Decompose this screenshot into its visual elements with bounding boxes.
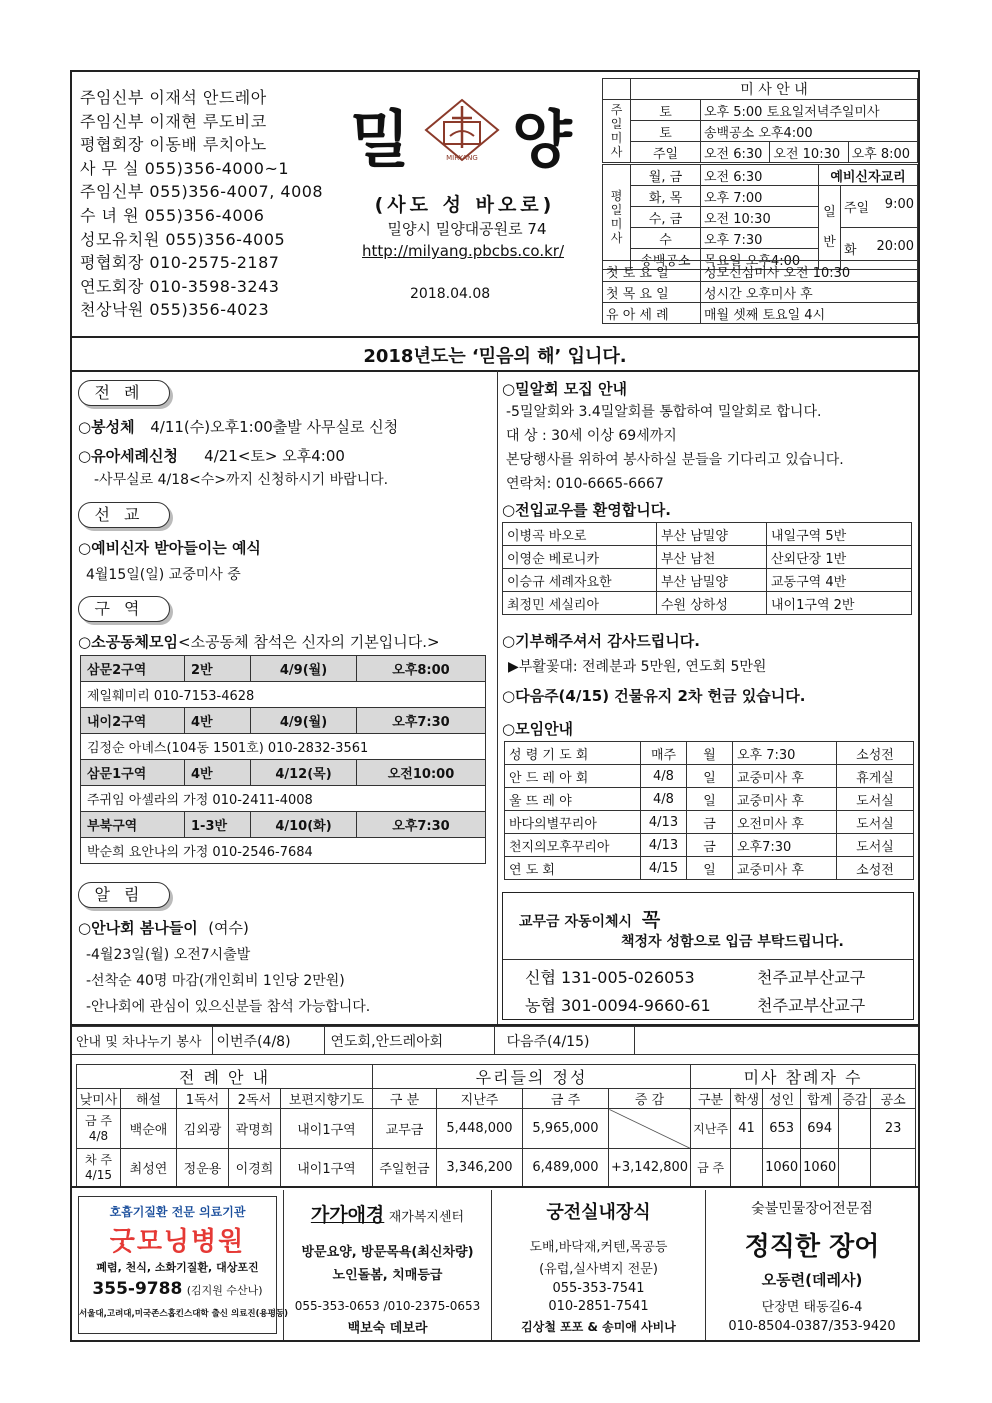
- bullet-text: 4/11(수)오후1:00출발 사무실로 신청: [150, 418, 399, 436]
- title-right: 양: [512, 103, 572, 176]
- cell: 4/13: [641, 811, 687, 834]
- bullet-infant-baptism: [78, 445, 345, 466]
- cell: 부산 남밀양: [657, 569, 767, 592]
- sunday-mass-label: 주일미사: [603, 100, 631, 163]
- bullet-catechumen-rite: ○예비신자 받아들이는 예식: [78, 539, 261, 557]
- cell: 1060: [801, 1149, 839, 1187]
- ad-care-line: 방문요양, 방문목욕(최신차량): [301, 1245, 474, 1260]
- col-header: 지난주: [437, 1089, 523, 1109]
- bank-owner: 천주교부산교구: [757, 968, 866, 987]
- bullet-text: 4/21<토> 오후4:00: [204, 447, 345, 465]
- bullet-community: [78, 631, 440, 652]
- contact-line: 연도회장 010-3598-3243: [80, 276, 280, 296]
- special-value: 성시간 오후미사 후: [701, 282, 918, 303]
- col-header: 1독서: [177, 1089, 229, 1109]
- bullet-text: <소공동체 참석은 신자의 기본입니다.>: [178, 633, 440, 651]
- mass-time: 오후 5:00 토요일저녁주일미사: [701, 100, 918, 121]
- col-header: 보편지향기도: [281, 1089, 373, 1109]
- bank-account: 농협 301-0094-9660-61: [525, 996, 711, 1015]
- catechumen-sunday: [841, 186, 918, 228]
- mass-day: 화, 목: [631, 186, 701, 207]
- newcomers-table: [502, 522, 912, 615]
- cell: 금: [687, 834, 733, 857]
- col-header: 구 분: [373, 1089, 437, 1109]
- col-header: 공소: [871, 1089, 916, 1109]
- bullet-title: ○안나회 봄나들이: [78, 919, 198, 937]
- cell: 4/9(월): [251, 656, 357, 682]
- special-label: 유 아 세 례: [603, 303, 701, 324]
- col-header: 학생: [731, 1089, 763, 1109]
- cell: 오후8:00: [357, 656, 486, 682]
- special-label: 첫 토 요 일: [603, 261, 701, 282]
- cell: [839, 1149, 871, 1187]
- cell: 이병곡 바오로: [503, 523, 657, 546]
- tithe-line: 책정자 성함으로 입금 부탁드립니다.: [621, 934, 844, 950]
- ad-eel-address: 단장면 태동길6-4: [761, 1300, 863, 1315]
- service-label: 안내 및 차나누기 봉사: [72, 1027, 212, 1055]
- cell: 월: [687, 742, 733, 765]
- ad-care-line: 노인돌봄, 치매등급: [332, 1268, 443, 1283]
- cell: 오후7:30: [357, 812, 486, 838]
- stats-heading: 우리들의 정성: [373, 1065, 691, 1089]
- ad-interior-person: 김상철 포포 & 송미애 사비나: [521, 1320, 676, 1334]
- mass-time: 오후 7:00: [701, 186, 819, 207]
- cell: 최성연: [121, 1149, 177, 1187]
- mass-time: 오후 7:30: [701, 228, 819, 249]
- cell: [731, 1149, 763, 1187]
- cell: 곽명희: [229, 1109, 281, 1149]
- cell: 일: [687, 857, 733, 880]
- cell: 오후 7:30: [733, 742, 837, 765]
- cell: 매주: [641, 742, 687, 765]
- cell: 금: [687, 811, 733, 834]
- special-value: 매월 셋째 토요일 4시: [701, 303, 918, 324]
- cell: 휴게실: [837, 765, 914, 788]
- bullet-subline: 대 상 : 30세 이상 69세까지: [506, 428, 677, 444]
- parish-logo-icon: [424, 96, 500, 162]
- cell: 연 도 회: [505, 857, 641, 880]
- bullet-text: (여수): [208, 919, 249, 937]
- bullet-sick-communion: [78, 416, 398, 437]
- cell: 4/9(월): [251, 708, 357, 734]
- bullet-subline: ▶부활꽃대: 전례분과 5만원, 연도회 5만원: [508, 659, 767, 675]
- cell: 도서실: [837, 834, 914, 857]
- stats-heading: 전 례 안 내: [77, 1065, 373, 1089]
- cell: 교중미사 후: [733, 788, 837, 811]
- column-divider: [497, 370, 498, 1024]
- divider: [72, 370, 918, 372]
- bulletin-page: [70, 70, 920, 1342]
- parish-url-link[interactable]: http://milyang.pbcbs.co.kr/: [362, 242, 564, 260]
- contact-line: 수 녀 원 055)356-4006: [80, 205, 265, 225]
- mass-time: 오후 8:00: [848, 142, 917, 163]
- ad-eel-tagline: 숯불민물장어전문점: [751, 1201, 873, 1217]
- service-next-week: 다음주(4/15): [494, 1027, 634, 1055]
- ad-hospital-phone-line: [79, 1279, 276, 1299]
- mass-time: 오전 6:30: [701, 165, 819, 186]
- ad-eel-phone: 010-8504-0387/353-9420: [728, 1319, 896, 1334]
- service-next-group: [634, 1027, 918, 1055]
- ad-care-type: 재가복지센터: [388, 1210, 465, 1225]
- cell: 1-3반: [185, 812, 251, 838]
- cell: 수원 상하성: [657, 592, 767, 615]
- section-mission-pill: 선교: [78, 502, 170, 528]
- bullet-subline: 본당행사를 위하여 봉사하실 분들을 기다리고 있습니다.: [506, 452, 844, 468]
- ad-care-phone: 055-353-0653 /010-2375-0653: [294, 1299, 481, 1313]
- ad-care-title: [284, 1200, 491, 1227]
- weekday-mass-table: [602, 164, 918, 270]
- cell: 박순희 요안나의 가정 010-2546-7684: [81, 838, 486, 864]
- cell: 694: [801, 1109, 839, 1149]
- contact-line: 성모유치원 055)356-4005: [80, 229, 286, 249]
- mass-day: 토: [631, 100, 701, 121]
- mass-day: 토: [631, 121, 701, 142]
- cell: 제일훼미리 010-7153-4628: [81, 682, 486, 708]
- catechumen-day: 주일: [844, 201, 870, 216]
- cell: 김외광: [177, 1109, 229, 1149]
- ad-interior-line: (유럽,실사벽지 전문): [539, 1262, 658, 1277]
- mass-time: 오전 6:30: [701, 142, 770, 163]
- service-table: [72, 1026, 918, 1055]
- col-header: 증 감: [609, 1089, 691, 1109]
- cell: 4/8: [641, 788, 687, 811]
- ad-eel-restaurant: [706, 1190, 918, 1340]
- mass-time: 송백공소 오후4:00: [701, 121, 918, 142]
- contact-line: 주임신부 055)356-4007, 4008: [80, 182, 324, 202]
- bullet-newcomers: ○전입교우를 환영합니다.: [502, 501, 671, 519]
- cell: 천지의모후꾸리아: [505, 834, 641, 857]
- cell: 4/12(목): [251, 760, 357, 786]
- ad-care-person: 백보숙 데보라: [347, 1321, 428, 1336]
- col-header: 구분: [691, 1089, 731, 1109]
- section-district-pill: 구역: [78, 596, 170, 622]
- cell: 2반: [185, 656, 251, 682]
- cell: 41: [731, 1109, 763, 1149]
- mass-day: 수, 금: [631, 207, 701, 228]
- ad-hospital-person: (김지원 수산나): [186, 1284, 263, 1297]
- cell: [839, 1109, 871, 1149]
- ad-interior-phone: 010-2851-7541: [548, 1299, 649, 1314]
- catechumen-time: 20:00: [876, 239, 914, 254]
- cell: 부북구역: [81, 812, 185, 838]
- ad-interior-phone: 055-353-7541: [552, 1281, 645, 1296]
- mass-time: 오전 10:30: [701, 207, 819, 228]
- mass-time: 오전 10:30: [770, 142, 848, 163]
- cell: 백순애: [121, 1109, 177, 1149]
- cell: 4/13: [641, 834, 687, 857]
- special-value: 성모신심미사 오전 10:30: [701, 261, 918, 282]
- cell: 내이1구역 2반: [767, 592, 912, 615]
- ad-interior-name: 궁전실내장식: [546, 1202, 651, 1223]
- contact-line: 사 무 실 055)356-4000~1: [80, 158, 290, 178]
- cell: 삼문1구역: [81, 760, 185, 786]
- cell: 23: [871, 1109, 916, 1149]
- cell: 부산 남천: [657, 546, 767, 569]
- service-this-week: 이번주(4/8): [212, 1027, 324, 1055]
- cell: 금 주: [691, 1149, 731, 1187]
- ad-hospital-tagline: 호흡기질환 전문 의료기관: [109, 1205, 246, 1219]
- mass-day: 수: [631, 228, 701, 249]
- cell: 이승규 세례자요한: [503, 569, 657, 592]
- stats-table: [76, 1064, 916, 1187]
- ad-eel-name: 정직한 장어: [744, 1232, 880, 1262]
- divider: [72, 1186, 918, 1188]
- tithe-text: 교무금 자동이체시: [519, 914, 633, 930]
- cell: 내이1구역: [281, 1149, 373, 1187]
- mass-day: 주일: [631, 142, 701, 163]
- special-label: 첫 목 요 일: [603, 282, 701, 303]
- cell: 4/10(화): [251, 812, 357, 838]
- col-header: 합계: [801, 1089, 839, 1109]
- cell: 금 주 4/8: [77, 1109, 121, 1149]
- divider: [503, 959, 913, 960]
- cell: 5,448,000: [437, 1109, 523, 1149]
- mass-day: 송백공소: [631, 249, 701, 270]
- cell: 4반: [185, 708, 251, 734]
- col-header: 낮미사: [77, 1089, 121, 1109]
- cell: 내이2구역: [81, 708, 185, 734]
- catechumen-caption: 예비신자교리: [819, 165, 918, 186]
- col-header: 2독서: [229, 1089, 281, 1109]
- ad-hospital-footer: 서울대,고려대,미국존스홉킨스대학 출신 의료진(용평동): [79, 1309, 289, 1319]
- cell: 최정민 세실리아: [503, 592, 657, 615]
- bullet-title: ○봉성체: [78, 418, 135, 436]
- section-notice-pill: 알림: [78, 882, 170, 908]
- cell: 4/15: [641, 857, 687, 880]
- ad-interior-line: 도배,바닥재,커텐,목공등: [529, 1240, 668, 1255]
- tithe-line: [519, 905, 660, 932]
- bullet-title: ○소공동체모임: [78, 633, 179, 651]
- cell: 일: [687, 788, 733, 811]
- bullet-subline: 연락처: 010-6665-6667: [506, 476, 664, 492]
- cell: 주일헌금: [373, 1149, 437, 1187]
- cell: 소성전: [837, 742, 914, 765]
- cell: 교동구역 4반: [767, 569, 912, 592]
- col-header: 증감: [839, 1089, 871, 1109]
- cell: 부산 남밀양: [657, 523, 767, 546]
- cell: 일: [687, 765, 733, 788]
- cell: 6,489,000: [523, 1149, 609, 1187]
- special-mass-table: [602, 260, 918, 324]
- community-table: [80, 655, 486, 864]
- section-liturgy-pill: 전례: [78, 380, 170, 406]
- cell: 소성전: [837, 857, 914, 880]
- ad-hospital-phone: 355-9788: [92, 1279, 183, 1299]
- mass-schedule-table: [602, 78, 918, 163]
- cell: 오후7:30: [357, 708, 486, 734]
- catechumen-label: 일반: [819, 186, 841, 270]
- bank-owner: 천주교부산교구: [757, 996, 866, 1015]
- cell: 3,346,200: [437, 1149, 523, 1187]
- cell: 정운용: [177, 1149, 229, 1187]
- cell: 안 드 레 아 회: [505, 765, 641, 788]
- ad-care-name: 가가애경: [310, 1204, 385, 1226]
- ad-eel-person: 오동련(데레사): [761, 1271, 863, 1289]
- cell: 교중미사 후: [733, 765, 837, 788]
- cell: +3,142,800: [609, 1149, 691, 1187]
- cell: 4/8: [641, 765, 687, 788]
- cell: 1060: [763, 1149, 801, 1187]
- cell: 삼문2구역: [81, 656, 185, 682]
- catechumen-day: 화: [844, 243, 857, 258]
- cell: 주귀임 아셀라의 가정 010-2411-4008: [81, 786, 486, 812]
- cell: [609, 1109, 691, 1149]
- cell: 오전10:00: [357, 760, 486, 786]
- logo-caption: MIRYANG: [446, 154, 478, 162]
- cell: 산외단장 1반: [767, 546, 912, 569]
- mass-time: 목요일 오후4:00: [701, 249, 819, 270]
- bullet-meetings: ○모임안내: [502, 720, 574, 738]
- stats-heading: 미사 참례자 수: [691, 1065, 916, 1089]
- meetings-table: [504, 741, 914, 880]
- bullet-subline: -안나회에 관심이 있으신분들 참석 가능합니다.: [86, 999, 371, 1015]
- parish-address: 밀양시 밀양대공원로 74: [387, 220, 547, 238]
- contact-line: 천상낙원 055)356-4023: [80, 300, 270, 320]
- contact-line: 평협회장 010-2575-2187: [80, 253, 280, 273]
- bullet-subline: -사무실로 4/18<수>까지 신청하시기 바랍니다.: [94, 472, 389, 488]
- cell: 653: [763, 1109, 801, 1149]
- ad-care-center: [284, 1190, 492, 1340]
- cell: 차 주 4/15: [77, 1149, 121, 1187]
- weekday-mass-label: 평일미사: [603, 165, 631, 270]
- col-header: 금 주: [523, 1089, 609, 1109]
- divider: [72, 336, 918, 338]
- ad-hospital-services: 폐렴, 천식, 소화기질환, 대상포진: [96, 1261, 259, 1274]
- cell: 교무금: [373, 1109, 437, 1149]
- tithe-strong: 꼭: [641, 909, 661, 931]
- cell: 교중미사 후: [733, 857, 837, 880]
- bullet-second-collection: ○다음주(4/15) 건물유지 2차 헌금 있습니다.: [502, 687, 806, 705]
- cell: 도서실: [837, 788, 914, 811]
- cell: 도서실: [837, 811, 914, 834]
- bullet-subline: 4월15일(일) 교중미사 중: [86, 567, 241, 583]
- service-this-group: 연도회,안드레아회: [324, 1027, 494, 1055]
- mass-caption: 미 사 안 내: [631, 79, 918, 100]
- bullet-donations: ○기부해주셔서 감사드립니다.: [502, 632, 700, 650]
- year-banner: 2018년도는 ‘믿음의 해’ 입니다.: [363, 346, 627, 367]
- cell: 내이1구역: [281, 1109, 373, 1149]
- cell: 김정순 아녜스(104동 1501호) 010-2832-3561: [81, 734, 486, 760]
- cell: 성 령 기 도 회: [505, 742, 641, 765]
- cell: 오전미사 후: [733, 811, 837, 834]
- cell: 내일구역 5반: [767, 523, 912, 546]
- tithe-box: [502, 892, 914, 1020]
- cell: 5,965,000: [523, 1109, 609, 1149]
- cell: 이영순 베로니카: [503, 546, 657, 569]
- cell: 지난주: [691, 1109, 731, 1149]
- bulletin-date: 2018.04.08: [410, 286, 491, 302]
- col-header: 성인: [763, 1089, 801, 1109]
- bank-account: 신협 131-005-026053: [525, 968, 695, 987]
- ad-hospital-name: 굿모닝병원: [109, 1227, 246, 1257]
- contact-line: 주임신부 이재석 안드레아: [80, 88, 267, 107]
- contact-list: [80, 86, 323, 322]
- bullet-subline: -5밀알회와 3.4밀알회를 통합하여 밀알회로 합니다.: [506, 404, 822, 420]
- cell: 바다의별꾸리아: [505, 811, 641, 834]
- cell: [871, 1149, 916, 1187]
- mass-day: 월, 금: [631, 165, 701, 186]
- contact-line: 평협회장 이동배 루치아노: [80, 135, 267, 155]
- parish-subtitle: (사도 성 바오로): [374, 194, 556, 216]
- title-left: 밀: [350, 103, 410, 176]
- catechumen-time: 9:00: [884, 197, 914, 212]
- bullet-subline: -4월23일(월) 오전7시출발: [86, 947, 251, 963]
- bullet-anna-outing: [78, 917, 249, 938]
- ad-interior: [492, 1190, 706, 1340]
- bullet-title: ○유아세례신청: [78, 447, 179, 465]
- cell: 울 뜨 레 야: [505, 788, 641, 811]
- cell: 오후7:30: [733, 834, 837, 857]
- bullet-milal: ○밀알회 모집 안내: [502, 380, 627, 398]
- bullet-subline: -선착순 40명 마감(개인회비 1인당 2만원): [86, 973, 345, 989]
- col-header: 해설: [121, 1089, 177, 1109]
- cell: 이경희: [229, 1149, 281, 1187]
- cell: 4반: [185, 760, 251, 786]
- contact-line: 주임신부 이재현 루도비코: [80, 111, 267, 131]
- ad-hospital: [72, 1190, 289, 1340]
